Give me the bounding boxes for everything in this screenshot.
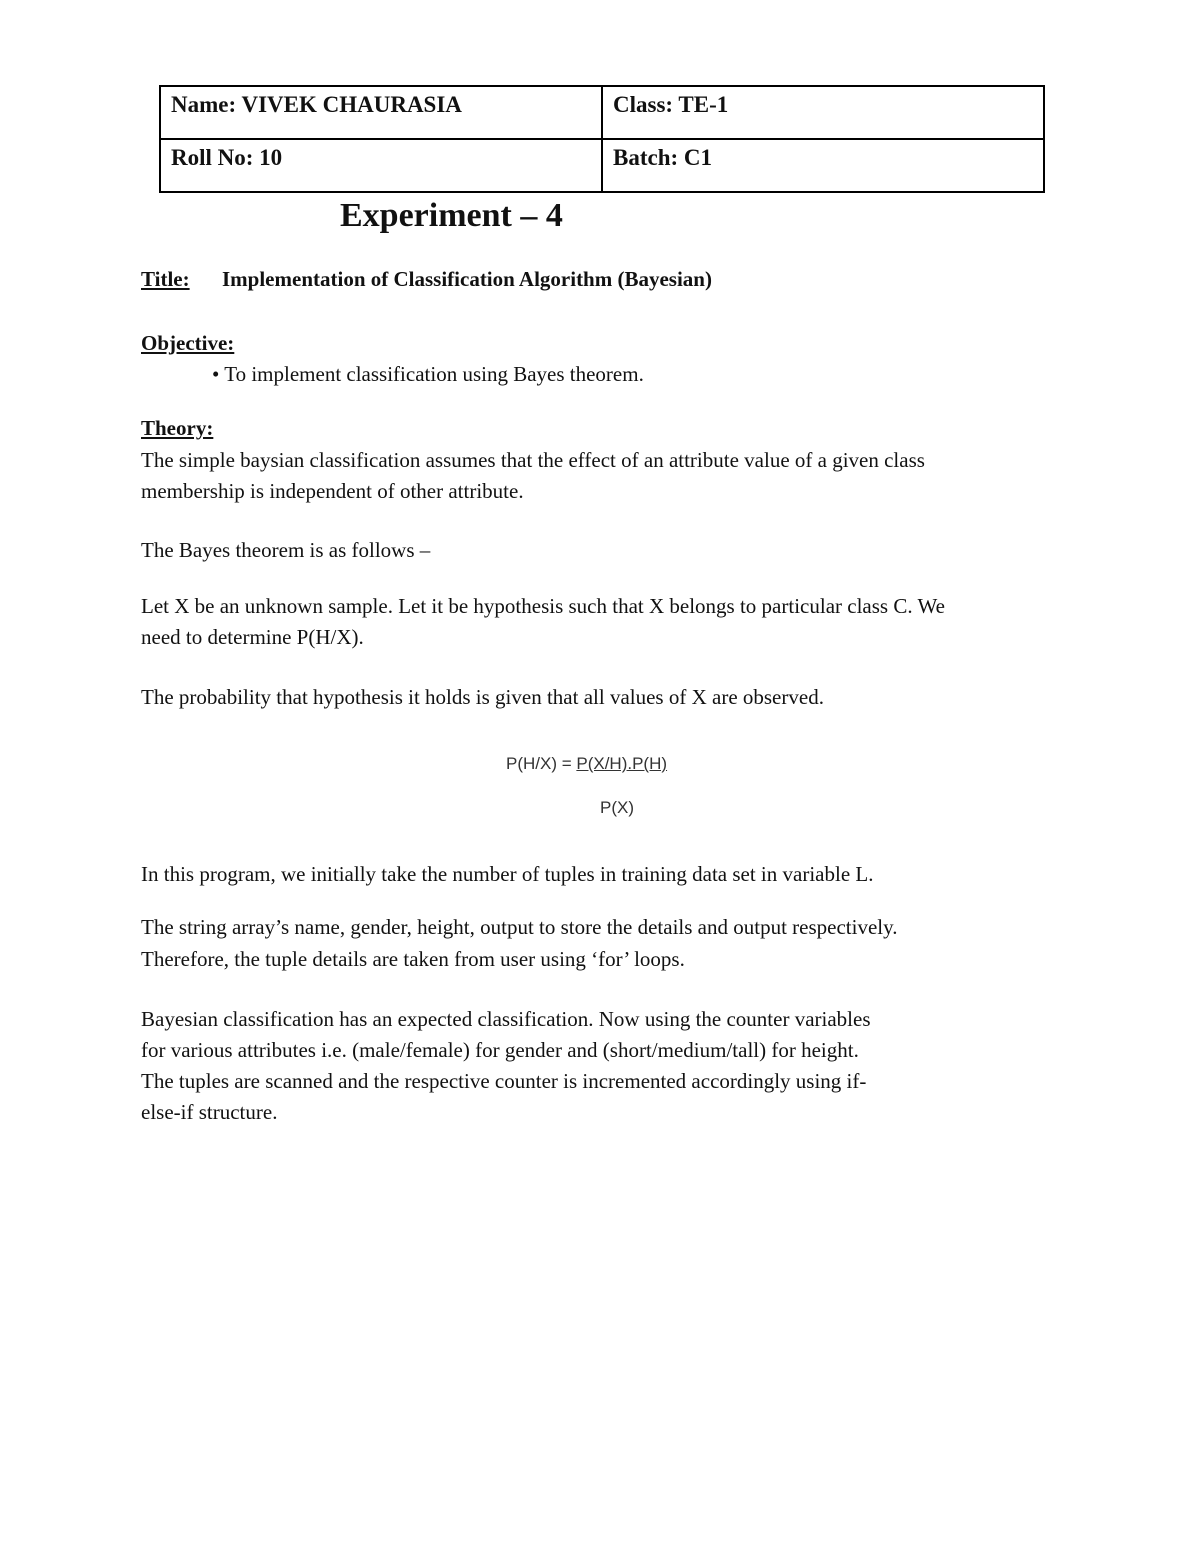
experiment-heading: Experiment – 4 xyxy=(340,197,563,234)
batch-cell: Batch: C1 xyxy=(602,139,1044,192)
theory-paragraph-line: The string array’s name, gender, height, output to store the details and output respectively. xyxy=(141,915,898,939)
theory-paragraph-line: Bayesian classification has an expected classification. Now using the counter variables xyxy=(141,1007,871,1031)
title-row xyxy=(141,264,712,295)
theory-paragraph-line: for various attributes i.e. (male/female) for gender and (short/medium/tall) for height. xyxy=(141,1038,859,1062)
theory-paragraph-line: need to determine P(H/X). xyxy=(141,625,364,649)
objective-bullet: • To implement classification using Bayes theorem. xyxy=(212,362,644,386)
title-text: Implementation of Classification Algorithm (Bayesian) xyxy=(222,267,712,291)
formula-lhs: P(H/X) = xyxy=(506,754,577,773)
theory-paragraph: In this program, we initially take the number of tuples in training data set in variable L. xyxy=(141,862,874,886)
theory-paragraph-line: Let X be an unknown sample. Let it be hypothesis such that X belongs to particular class C. We xyxy=(141,594,945,618)
table-row xyxy=(160,139,1044,192)
theory-paragraph: The probability that hypothesis it holds is given that all values of X are observed. xyxy=(141,685,824,709)
title-label: Title: xyxy=(141,267,190,291)
theory-paragraph-line: The simple baysian classification assumes that the effect of an attribute value of a given class xyxy=(141,448,925,472)
bayes-formula xyxy=(506,750,668,817)
table-row xyxy=(160,86,1044,139)
formula-denominator: P(X) xyxy=(600,798,634,817)
objective-heading: Objective: xyxy=(141,331,235,355)
theory-paragraph-line: Therefore, the tuple details are taken from user using ‘for’ loops. xyxy=(141,947,685,971)
theory-paragraph-line: membership is independent of other attribute. xyxy=(141,479,524,503)
theory-paragraph-line: The tuples are scanned and the respective counter is incremented accordingly using if- xyxy=(141,1069,867,1093)
class-cell: Class: TE-1 xyxy=(602,86,1044,139)
theory-paragraph: The Bayes theorem is as follows – xyxy=(141,538,431,562)
theory-heading: Theory: xyxy=(141,416,214,440)
name-cell: Name: VIVEK CHAURASIA xyxy=(160,86,602,139)
theory-paragraph-line: else-if structure. xyxy=(141,1100,278,1124)
formula-numerator: P(X/H).P(H) xyxy=(576,754,668,773)
student-info-table xyxy=(159,85,1045,193)
roll-no-cell: Roll No: 10 xyxy=(160,139,602,192)
